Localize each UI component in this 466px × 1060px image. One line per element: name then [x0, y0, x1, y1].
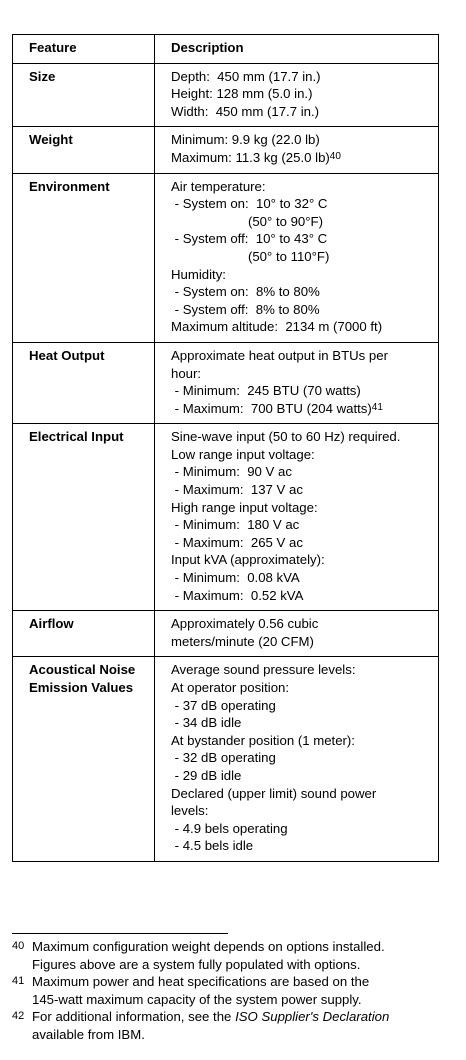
feature-cell: Environment [13, 173, 155, 342]
description-line [171, 195, 432, 213]
description-text: levels: [171, 803, 209, 819]
table-row [13, 424, 439, 611]
description-line [171, 248, 432, 266]
description-text: Average sound pressure levels: [171, 662, 356, 678]
description-text: - Minimum: 180 V ac [171, 517, 300, 533]
description-cell [155, 342, 439, 423]
description-cell [155, 127, 439, 173]
footnote-rule [12, 933, 228, 934]
description-line [171, 213, 432, 231]
table-header-row [13, 35, 439, 64]
description-text: - Maximum: 0.52 kVA [171, 587, 304, 603]
description-text: Width: 450 mm (17.7 in.) [171, 103, 320, 119]
footnote-text: 145-watt maximum capacity of the system power supply. [32, 991, 362, 1007]
footnote-text: available from IBM. [32, 1026, 145, 1042]
description-line [171, 587, 432, 605]
footnote-text-plain: For additional information, see the [32, 1009, 236, 1025]
document-title: ISO Supplier's Declaration [235, 1009, 390, 1025]
description-text: - Maximum: 700 BTU (204 watts) [171, 400, 372, 416]
description-text: Air temperature: [171, 178, 266, 194]
description-cell [155, 611, 439, 657]
description-text: Approximately 0.56 cubic [171, 616, 319, 632]
description-text: - Maximum: 265 V ac [171, 534, 303, 550]
feature-column-header: Feature [13, 35, 155, 64]
footnote-number: 42 [12, 1010, 25, 1023]
description-text: - System off: 8% to 80% [171, 301, 320, 317]
description-text: - 34 dB idle [171, 715, 242, 731]
description-line [171, 463, 432, 481]
description-cell [155, 173, 439, 342]
description-line [171, 697, 432, 715]
table-row [13, 657, 439, 862]
description-line [171, 301, 432, 319]
description-line [171, 837, 432, 855]
footnote-text: Maximum power and heat specifications are based on the [32, 974, 370, 990]
description-line [171, 820, 432, 838]
description-text: hour: [171, 365, 202, 381]
description-line [171, 103, 432, 121]
description-line [171, 534, 432, 552]
footnote-text: Figures above are a system fully populated with options. [32, 956, 361, 972]
table-row [13, 611, 439, 657]
description-line [171, 481, 432, 499]
description-line [171, 68, 432, 86]
description-line [171, 266, 432, 284]
description-line [171, 714, 432, 732]
footnote-reference: 41 [371, 401, 383, 413]
description-line [171, 551, 432, 569]
description-cell [155, 424, 439, 611]
feature-cell: Size [13, 63, 155, 127]
description-line [171, 569, 432, 587]
description-line [171, 318, 432, 336]
footnote-reference: 40 [329, 150, 341, 162]
description-text: Maximum: 11.3 kg (25.0 lb) [171, 149, 330, 165]
description-text: Low range input voltage: [171, 446, 315, 462]
feature-cell: Electrical Input [13, 424, 155, 611]
description-text: - Maximum: 137 V ac [171, 482, 303, 498]
description-line [171, 347, 432, 365]
table-row [13, 173, 439, 342]
table-row [13, 63, 439, 127]
footnote-text [32, 1008, 432, 1026]
description-line [171, 428, 432, 446]
description-line [171, 131, 432, 149]
description-text: - 37 dB operating [171, 697, 276, 713]
description-text: Approximate heat output in BTUs per [171, 347, 388, 363]
description-text: - 32 dB operating [171, 750, 276, 766]
description-text: - System off: 10° to 43° C [171, 231, 328, 247]
description-text: Sine-wave input (50 to 60 Hz) required. [171, 429, 401, 445]
description-line [171, 149, 432, 167]
feature-cell: Weight [13, 127, 155, 173]
description-line [171, 749, 432, 767]
description-line [171, 661, 432, 679]
description-text: - Minimum: 0.08 kVA [171, 570, 300, 586]
description-line [171, 767, 432, 785]
description-line [171, 633, 432, 651]
table-row [13, 342, 439, 423]
table-body [13, 63, 439, 861]
description-text: Minimum: 9.9 kg (22.0 lb) [171, 132, 320, 148]
description-line [171, 400, 432, 418]
description-line [171, 446, 432, 464]
description-text: Input kVA (approximately): [171, 552, 325, 568]
description-line [171, 802, 432, 820]
description-text: (50° to 90°F) [171, 213, 323, 229]
description-text: Maximum altitude: 2134 m (7000 ft) [171, 319, 383, 335]
description-line [171, 785, 432, 803]
description-cell [155, 63, 439, 127]
footnote-number: 40 [12, 940, 25, 952]
description-text: - 4.9 bels operating [171, 820, 288, 836]
description-column-header: Description [155, 35, 439, 64]
description-text: At bystander position (1 meter): [171, 732, 355, 748]
description-line [171, 178, 432, 196]
description-text: Height: 128 mm (5.0 in.) [171, 86, 313, 102]
description-text: - 29 dB idle [171, 767, 242, 783]
table-row [13, 127, 439, 173]
description-line [171, 365, 432, 383]
description-text: meters/minute (20 CFM) [171, 633, 314, 649]
description-cell [155, 657, 439, 862]
description-line [171, 516, 432, 534]
description-text: At operator position: [171, 680, 290, 695]
description-line [171, 382, 432, 400]
description-line [171, 499, 432, 517]
description-line [171, 615, 432, 633]
description-line [171, 732, 432, 750]
footnotes [12, 938, 432, 1044]
footnote-40 [12, 938, 432, 973]
feature-cell: Acoustical Noise Emission Values [13, 657, 155, 862]
description-text: - 4.5 bels idle [171, 838, 254, 854]
description-text: Humidity: [171, 266, 226, 282]
description-text: High range input voltage: [171, 499, 318, 515]
footnote-41 [12, 973, 432, 1008]
description-text: - System on: 8% to 80% [171, 284, 320, 300]
footnote-number: 41 [12, 975, 25, 988]
description-text: - Minimum: 245 BTU (70 watts) [171, 383, 361, 399]
description-line [171, 679, 432, 697]
description-line [171, 85, 432, 103]
description-line [171, 283, 432, 301]
description-text: - Minimum: 90 V ac [171, 464, 292, 480]
feature-cell: Heat Output [13, 342, 155, 423]
specifications-table [12, 34, 439, 862]
description-line [171, 230, 432, 248]
description-text: - System on: 10° to 32° C [171, 196, 328, 212]
footnote-42 [12, 1008, 432, 1043]
feature-cell: Airflow [13, 611, 155, 657]
description-text: (50° to 110°F) [171, 248, 330, 264]
description-text: Depth: 450 mm (17.7 in.) [171, 68, 321, 84]
description-text: Declared (upper limit) sound power [171, 785, 377, 801]
footnote-text: Maximum configuration weight depends on options installed. [32, 939, 385, 954]
